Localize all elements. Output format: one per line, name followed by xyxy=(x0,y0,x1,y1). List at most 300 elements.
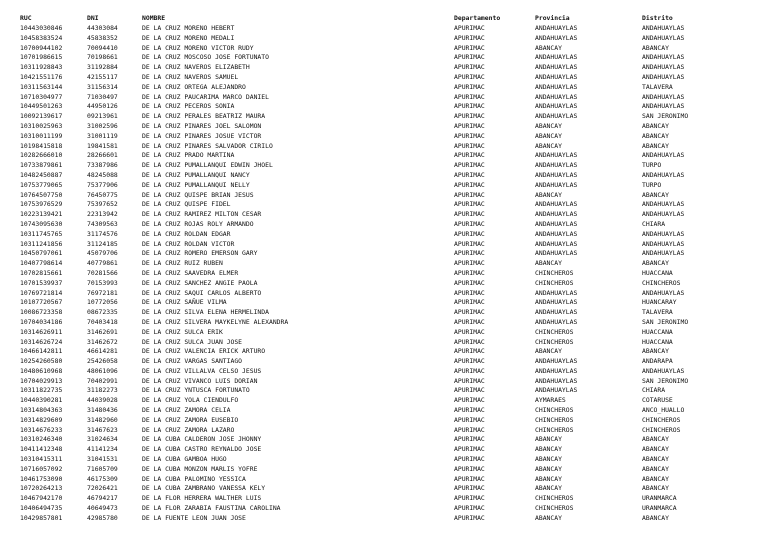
cell-ruc: 10700944102 xyxy=(20,43,63,52)
cell-departamento: APURIMAC xyxy=(454,161,485,170)
cell-ruc: 10311822735 xyxy=(20,386,63,395)
cell-departamento: APURIMAC xyxy=(454,455,485,464)
cell-provincia: ABANCAY xyxy=(535,141,562,150)
cell-ruc: 10701986615 xyxy=(20,53,63,62)
cell-provincia: ANDAHUAYLAS xyxy=(535,317,578,326)
cell-nombre: DE LA CRUZ PUMALLANQUI EDWIN JHOEL xyxy=(142,161,273,170)
cell-distrito: ANDAHUAYLAS xyxy=(642,151,685,160)
cell-provincia: ANDAHUAYLAS xyxy=(535,200,578,209)
cell-provincia: CHINCHEROS xyxy=(535,494,574,503)
cell-dni: 31462672 xyxy=(87,337,118,346)
cell-distrito: ANDAHUAYLAS xyxy=(642,92,685,101)
cell-ruc: 10421551176 xyxy=(20,72,63,81)
cell-dni: 44039028 xyxy=(87,396,118,405)
cell-departamento: APURIMAC xyxy=(454,268,485,277)
cell-ruc: 10710304977 xyxy=(20,92,63,101)
cell-ruc: 10716057092 xyxy=(20,464,63,473)
cell-nombre: DE LA CUBA GAMBOA HUGO xyxy=(142,455,227,464)
cell-distrito: HUANCARAY xyxy=(642,298,677,307)
table-row xyxy=(20,406,768,416)
cell-departamento: APURIMAC xyxy=(454,24,485,32)
header-provincia: Provincia xyxy=(535,14,570,22)
cell-distrito: ANDAHUAYLAS xyxy=(642,63,685,72)
cell-ruc: 10753976529 xyxy=(20,200,63,209)
table-body xyxy=(20,24,768,524)
cell-nombre: DE LA CRUZ VARGAS SANTIAGO xyxy=(142,357,243,366)
cell-ruc: 10440390281 xyxy=(20,396,63,405)
table-row xyxy=(20,435,768,445)
table-row xyxy=(20,455,768,465)
cell-provincia: ANDAHUAYLAS xyxy=(535,219,578,228)
cell-dni: 70402991 xyxy=(87,376,118,385)
cell-distrito: SAN JERONIMO xyxy=(642,112,689,121)
header-ruc: RUC xyxy=(20,14,32,22)
cell-provincia: ANDAHUAYLAS xyxy=(535,92,578,101)
cell-nombre: DE LA CRUZ SANCHEZ ANGIE PAOLA xyxy=(142,278,258,287)
cell-provincia: ANDAHUAYLAS xyxy=(535,288,578,297)
cell-nombre: DE LA CRUZ SAAVEDRA ELMER xyxy=(142,268,239,277)
cell-ruc: 10753779065 xyxy=(20,180,63,189)
cell-nombre: DE LA FUENTE LEON JUAN JOSE xyxy=(142,513,246,522)
cell-provincia: ABANCAY xyxy=(535,121,562,130)
cell-ruc: 10311745765 xyxy=(20,229,63,238)
cell-distrito: ABANCAY xyxy=(642,464,669,473)
cell-provincia: ANDAHUAYLAS xyxy=(535,24,578,32)
cell-provincia: ANDAHUAYLAS xyxy=(535,357,578,366)
cell-ruc: 10198415818 xyxy=(20,141,63,150)
cell-departamento: APURIMAC xyxy=(454,376,485,385)
cell-dni: 46175309 xyxy=(87,474,118,483)
cell-dni: 31156314 xyxy=(87,82,118,91)
table-row xyxy=(20,93,768,103)
cell-departamento: APURIMAC xyxy=(454,386,485,395)
cell-dni: 70094410 xyxy=(87,43,118,52)
cell-ruc: 10411412348 xyxy=(20,445,63,454)
cell-distrito: ANDAHUAYLAS xyxy=(642,72,685,81)
cell-distrito: ABANCAY xyxy=(642,474,669,483)
cell-departamento: APURIMAC xyxy=(454,151,485,160)
cell-nombre: DE LA CRUZ MORENO HEBERT xyxy=(142,24,235,32)
cell-ruc: 10107720567 xyxy=(20,298,63,307)
cell-nombre: DE LA CRUZ SULCA JUAN JOSE xyxy=(142,337,243,346)
cell-nombre: DE LA CRUZ PUMALLANQUI NELLY xyxy=(142,180,250,189)
cell-dni: 19841581 xyxy=(87,141,118,150)
cell-distrito: ANDAHUAYLAS xyxy=(642,239,685,248)
cell-dni: 74309563 xyxy=(87,219,118,228)
cell-dni: 46614281 xyxy=(87,347,118,356)
cell-nombre: DE LA FLOR ZARABIA FAUSTINA CAROLINA xyxy=(142,504,281,513)
cell-provincia: ANDAHUAYLAS xyxy=(535,366,578,375)
cell-nombre: DE LA CRUZ ORTEGA ALEJANDRO xyxy=(142,82,246,91)
cell-provincia: CHINCHEROS xyxy=(535,425,574,434)
cell-ruc: 10769721814 xyxy=(20,288,63,297)
cell-ruc: 10704029913 xyxy=(20,376,63,385)
cell-nombre: DE LA CRUZ YNTUSCA FORTUNATO xyxy=(142,386,250,395)
cell-dni: 44950126 xyxy=(87,102,118,111)
cell-distrito: ABANCAY xyxy=(642,484,669,493)
cell-distrito: ANDAHUAYLAS xyxy=(642,210,685,219)
cell-nombre: DE LA CRUZ PERALES BEATRIZ MAURA xyxy=(142,112,266,121)
cell-departamento: APURIMAC xyxy=(454,504,485,513)
header-nombre: NOMBRE xyxy=(142,14,166,22)
cell-dni: 08672335 xyxy=(87,308,118,317)
cell-distrito: HUACCANA xyxy=(642,268,673,277)
table-row xyxy=(20,63,768,73)
table-row xyxy=(20,357,768,367)
cell-departamento: APURIMAC xyxy=(454,288,485,297)
cell-ruc: 10449501263 xyxy=(20,102,63,111)
cell-distrito: TALAVERA xyxy=(642,308,673,317)
cell-ruc: 10310025963 xyxy=(20,121,63,130)
cell-provincia: ANDAHUAYLAS xyxy=(535,82,578,91)
table-row xyxy=(20,259,768,269)
table-row xyxy=(20,484,768,494)
cell-ruc: 10443030846 xyxy=(20,24,63,32)
cell-distrito: URANMARCA xyxy=(642,504,677,513)
cell-provincia: ANDAHUAYLAS xyxy=(535,210,578,219)
cell-departamento: APURIMAC xyxy=(454,308,485,317)
cell-distrito: ANDAHUAYLAS xyxy=(642,288,685,297)
cell-nombre: DE LA CRUZ RUIZ RUBEN xyxy=(142,259,223,268)
cell-distrito: ABANCAY xyxy=(642,513,669,522)
cell-ruc: 10314626724 xyxy=(20,337,63,346)
cell-departamento: APURIMAC xyxy=(454,406,485,415)
cell-distrito: ANDAHUAYLAS xyxy=(642,24,685,32)
cell-departamento: APURIMAC xyxy=(454,180,485,189)
cell-provincia: ANDAHUAYLAS xyxy=(535,386,578,395)
cell-provincia: ABANCAY xyxy=(535,435,562,444)
cell-dni: 70153993 xyxy=(87,278,118,287)
cell-provincia: ANDAHUAYLAS xyxy=(535,33,578,42)
cell-distrito: ABANCAY xyxy=(642,141,669,150)
cell-dni: 31041531 xyxy=(87,455,118,464)
table-row xyxy=(20,328,768,338)
cell-ruc: 10314829609 xyxy=(20,415,63,424)
header-dni: DNI xyxy=(87,14,99,22)
cell-dni: 70403418 xyxy=(87,317,118,326)
cell-ruc: 10704034186 xyxy=(20,317,63,326)
cell-ruc: 10450797061 xyxy=(20,249,63,258)
cell-provincia: ABANCAY xyxy=(535,455,562,464)
cell-nombre: DE LA CRUZ ROMERO EMERSON GARY xyxy=(142,249,258,258)
cell-dni: 45079706 xyxy=(87,249,118,258)
cell-departamento: APURIMAC xyxy=(454,513,485,522)
cell-ruc: 10458383524 xyxy=(20,33,63,42)
cell-distrito: ANDAHUAYLAS xyxy=(642,170,685,179)
cell-provincia: ABANCAY xyxy=(535,347,562,356)
cell-departamento: APURIMAC xyxy=(454,92,485,101)
cell-dni: 48245088 xyxy=(87,170,118,179)
cell-departamento: APURIMAC xyxy=(454,278,485,287)
cell-dni: 46794217 xyxy=(87,494,118,503)
cell-nombre: DE LA CUBA MONZON MARLIS YOFRE xyxy=(142,464,258,473)
table-row xyxy=(20,298,768,308)
cell-departamento: APURIMAC xyxy=(454,239,485,248)
cell-departamento: APURIMAC xyxy=(454,210,485,219)
cell-distrito: CHINCHEROS xyxy=(642,278,681,287)
cell-departamento: APURIMAC xyxy=(454,415,485,424)
cell-distrito: HUACCANA xyxy=(642,327,673,336)
cell-ruc: 10314626911 xyxy=(20,327,63,336)
cell-ruc: 10702815661 xyxy=(20,268,63,277)
cell-dni: 28266601 xyxy=(87,151,118,160)
table-row xyxy=(20,249,768,259)
table-row xyxy=(20,367,768,377)
table-row xyxy=(20,318,768,328)
cell-nombre: DE LA CRUZ SAÑUE VILMA xyxy=(142,298,227,307)
cell-provincia: CHINCHEROS xyxy=(535,504,574,513)
cell-departamento: APURIMAC xyxy=(454,190,485,199)
cell-provincia: CHINCHEROS xyxy=(535,415,574,424)
cell-distrito: ANDAHUAYLAS xyxy=(642,249,685,258)
cell-departamento: APURIMAC xyxy=(454,298,485,307)
cell-departamento: APURIMAC xyxy=(454,141,485,150)
cell-departamento: APURIMAC xyxy=(454,72,485,81)
cell-ruc: 10311563144 xyxy=(20,82,63,91)
cell-ruc: 10461753090 xyxy=(20,474,63,483)
cell-distrito: ABANCAY xyxy=(642,455,669,464)
cell-provincia: CHINCHEROS xyxy=(535,337,574,346)
cell-ruc: 10310246340 xyxy=(20,435,63,444)
cell-dni: 31174576 xyxy=(87,229,118,238)
cell-provincia: CHINCHEROS xyxy=(535,327,574,336)
cell-nombre: DE LA CRUZ SULCA ERIK xyxy=(142,327,223,336)
cell-departamento: APURIMAC xyxy=(454,229,485,238)
cell-dni: 40649473 xyxy=(87,504,118,513)
cell-dni: 70198661 xyxy=(87,53,118,62)
cell-ruc: 10223139421 xyxy=(20,210,63,219)
table-row xyxy=(20,475,768,485)
cell-nombre: DE LA CRUZ YOLA CIENDULFO xyxy=(142,396,239,405)
cell-departamento: APURIMAC xyxy=(454,170,485,179)
cell-ruc: 10467942170 xyxy=(20,494,63,503)
cell-provincia: ABANCAY xyxy=(535,484,562,493)
cell-dni: 31124185 xyxy=(87,239,118,248)
table-row xyxy=(20,44,768,54)
table-row xyxy=(20,504,768,514)
table-row xyxy=(20,53,768,63)
cell-ruc: 10701539937 xyxy=(20,278,63,287)
table-row xyxy=(20,171,768,181)
table-row xyxy=(20,73,768,83)
cell-departamento: APURIMAC xyxy=(454,347,485,356)
cell-ruc: 10720264213 xyxy=(20,484,63,493)
cell-ruc: 10310011199 xyxy=(20,131,63,140)
cell-provincia: ANDAHUAYLAS xyxy=(535,249,578,258)
cell-nombre: DE LA CUBA ZAMBRANO VANESSA KELY xyxy=(142,484,266,493)
table-row xyxy=(20,426,768,436)
cell-departamento: APURIMAC xyxy=(454,396,485,405)
table-row xyxy=(20,83,768,93)
cell-distrito: ANDAHUAYLAS xyxy=(642,366,685,375)
cell-ruc: 10406494735 xyxy=(20,504,63,513)
table-row xyxy=(20,465,768,475)
table-header-row xyxy=(20,13,768,24)
cell-provincia: AYMARAES xyxy=(535,396,566,405)
cell-provincia: ABANCAY xyxy=(535,513,562,522)
cell-ruc: 10086723358 xyxy=(20,308,63,317)
cell-departamento: APURIMAC xyxy=(454,435,485,444)
cell-departamento: APURIMAC xyxy=(454,131,485,140)
cell-departamento: APURIMAC xyxy=(454,425,485,434)
cell-ruc: 10282666010 xyxy=(20,151,63,160)
table-row xyxy=(20,151,768,161)
cell-ruc: 10466142811 xyxy=(20,347,63,356)
cell-nombre: DE LA CRUZ ROJAS ROLY ARMANDO xyxy=(142,219,254,228)
cell-nombre: DE LA CUBA PALOMINO YESSICA xyxy=(142,474,246,483)
table-row xyxy=(20,416,768,426)
cell-dni: 31001119 xyxy=(87,131,118,140)
table-row xyxy=(20,377,768,387)
table-row xyxy=(20,112,768,122)
cell-nombre: DE LA CRUZ NAVEROS ELIZABETH xyxy=(142,63,250,72)
cell-dni: 31182273 xyxy=(87,386,118,395)
cell-dni: 31482960 xyxy=(87,415,118,424)
cell-nombre: DE LA CRUZ PINARES SALVADOR CIRILO xyxy=(142,141,273,150)
cell-provincia: ABANCAY xyxy=(535,43,562,52)
table-row xyxy=(20,230,768,240)
cell-ruc: 10310415311 xyxy=(20,455,63,464)
cell-provincia: ANDAHUAYLAS xyxy=(535,112,578,121)
cell-dni: 09213961 xyxy=(87,112,118,121)
cell-distrito: SAN JERONIMO xyxy=(642,376,689,385)
table-row xyxy=(20,161,768,171)
cell-ruc: 10733879861 xyxy=(20,161,63,170)
cell-nombre: DE LA CRUZ PUMALLANQUI NANCY xyxy=(142,170,250,179)
cell-distrito: TURPO xyxy=(642,180,662,189)
cell-provincia: ANDAHUAYLAS xyxy=(535,239,578,248)
cell-departamento: APURIMAC xyxy=(454,337,485,346)
cell-distrito: CHINCHEROS xyxy=(642,415,681,424)
cell-ruc: 10311928843 xyxy=(20,63,63,72)
cell-distrito: ANDAHUAYLAS xyxy=(642,200,685,209)
cell-departamento: APURIMAC xyxy=(454,112,485,121)
cell-provincia: ABANCAY xyxy=(535,131,562,140)
table-row xyxy=(20,308,768,318)
cell-provincia: ANDAHUAYLAS xyxy=(535,298,578,307)
cell-distrito: ANDARAPA xyxy=(642,357,673,366)
cell-departamento: APURIMAC xyxy=(454,484,485,493)
cell-nombre: DE LA CRUZ ROLDAN VICTOR xyxy=(142,239,235,248)
cell-provincia: ANDAHUAYLAS xyxy=(535,376,578,385)
cell-nombre: DE LA CRUZ QUISPE BRIAN JESUS xyxy=(142,190,254,199)
cell-distrito: CHINCHEROS xyxy=(642,425,681,434)
table-row xyxy=(20,181,768,191)
cell-provincia: ABANCAY xyxy=(535,474,562,483)
cell-departamento: APURIMAC xyxy=(454,494,485,503)
cell-nombre: DE LA CRUZ QUISPE FIDEL xyxy=(142,200,231,209)
cell-distrito: ANDAHUAYLAS xyxy=(642,53,685,62)
cell-distrito: ANDAHUAYLAS xyxy=(642,229,685,238)
table-row xyxy=(20,191,768,201)
cell-provincia: ANDAHUAYLAS xyxy=(535,102,578,111)
cell-provincia: ABANCAY xyxy=(535,259,562,268)
table-row xyxy=(20,102,768,112)
cell-distrito: TURPO xyxy=(642,161,662,170)
cell-distrito: ABANCAY xyxy=(642,43,669,52)
cell-provincia: ANDAHUAYLAS xyxy=(535,63,578,72)
cell-provincia: ANDAHUAYLAS xyxy=(535,229,578,238)
cell-ruc: 10480610968 xyxy=(20,366,63,375)
cell-distrito: URANMARCA xyxy=(642,494,677,503)
cell-departamento: APURIMAC xyxy=(454,121,485,130)
cell-dni: 75377906 xyxy=(87,180,118,189)
cell-provincia: ANDAHUAYLAS xyxy=(535,308,578,317)
cell-ruc: 10743095630 xyxy=(20,219,63,228)
cell-distrito: ABANCAY xyxy=(642,121,669,130)
cell-dni: 25426058 xyxy=(87,357,118,366)
cell-provincia: ANDAHUAYLAS xyxy=(535,151,578,160)
table-row xyxy=(20,279,768,289)
cell-nombre: DE LA CRUZ VALENCIA ERICK ARTURO xyxy=(142,347,266,356)
cell-nombre: DE LA CRUZ ROLDAN EDGAR xyxy=(142,229,231,238)
cell-nombre: DE LA FLOR HERRERA WALTHER LUIS xyxy=(142,494,262,503)
cell-provincia: ANDAHUAYLAS xyxy=(535,53,578,62)
cell-dni: 48061096 xyxy=(87,366,118,375)
cell-nombre: DE LA CRUZ RAMIREZ MILTON CESAR xyxy=(142,210,262,219)
cell-nombre: DE LA CRUZ PAUCARIMA MARCO DANIEL xyxy=(142,92,269,101)
cell-ruc: 10429857801 xyxy=(20,513,63,522)
cell-ruc: 10311241856 xyxy=(20,239,63,248)
cell-departamento: APURIMAC xyxy=(454,63,485,72)
cell-dni: 31002596 xyxy=(87,121,118,130)
cell-distrito: ABANCAY xyxy=(642,435,669,444)
cell-dni: 22313942 xyxy=(87,210,118,219)
cell-nombre: DE LA CRUZ PINARES JOEL SALOMON xyxy=(142,121,262,130)
cell-dni: 73387986 xyxy=(87,161,118,170)
cell-distrito: CHIARA xyxy=(642,219,666,228)
cell-dni: 72026421 xyxy=(87,484,118,493)
cell-distrito: ANDAHUAYLAS xyxy=(642,33,685,42)
cell-ruc: 10407798614 xyxy=(20,259,63,268)
table-row xyxy=(20,514,768,524)
cell-departamento: APURIMAC xyxy=(454,259,485,268)
cell-nombre: DE LA CUBA CASTRO REYNALDO JOSE xyxy=(142,445,262,454)
cell-dni: 10772056 xyxy=(87,298,118,307)
cell-provincia: ANDAHUAYLAS xyxy=(535,72,578,81)
cell-ruc: 10092139617 xyxy=(20,112,63,121)
table-row xyxy=(20,34,768,44)
cell-nombre: DE LA CRUZ MORENO VICTOR RUDY xyxy=(142,43,254,52)
cell-dni: 76972181 xyxy=(87,288,118,297)
cell-ruc: 10254260580 xyxy=(20,357,63,366)
cell-distrito: TALAVERA xyxy=(642,82,673,91)
cell-departamento: APURIMAC xyxy=(454,200,485,209)
table-row xyxy=(20,24,768,34)
cell-dni: 44303084 xyxy=(87,24,118,32)
cell-distrito: SAN JERONIMO xyxy=(642,317,689,326)
cell-dni: 70281566 xyxy=(87,268,118,277)
cell-provincia: ANDAHUAYLAS xyxy=(535,170,578,179)
cell-distrito: CHIARA xyxy=(642,386,666,395)
cell-nombre: DE LA CRUZ SAQUI CARLOS ALBERTO xyxy=(142,288,262,297)
cell-departamento: APURIMAC xyxy=(454,102,485,111)
cell-departamento: APURIMAC xyxy=(454,82,485,91)
cell-nombre: DE LA CRUZ PRADO MARTINA xyxy=(142,151,235,160)
cell-dni: 42155117 xyxy=(87,72,118,81)
table-row xyxy=(20,494,768,504)
cell-dni: 31192884 xyxy=(87,63,118,72)
table-row xyxy=(20,338,768,348)
table-row xyxy=(20,122,768,132)
cell-nombre: DE LA CRUZ ZAMORA EUSEBIO xyxy=(142,415,239,424)
cell-dni: 42985780 xyxy=(87,513,118,522)
cell-dni: 76450775 xyxy=(87,190,118,199)
cell-distrito: ANDAHUAYLAS xyxy=(642,102,685,111)
cell-ruc: 10314804363 xyxy=(20,406,63,415)
cell-nombre: DE LA CRUZ MOSCOSO JOSE FORTUNATO xyxy=(142,53,269,62)
cell-departamento: APURIMAC xyxy=(454,474,485,483)
